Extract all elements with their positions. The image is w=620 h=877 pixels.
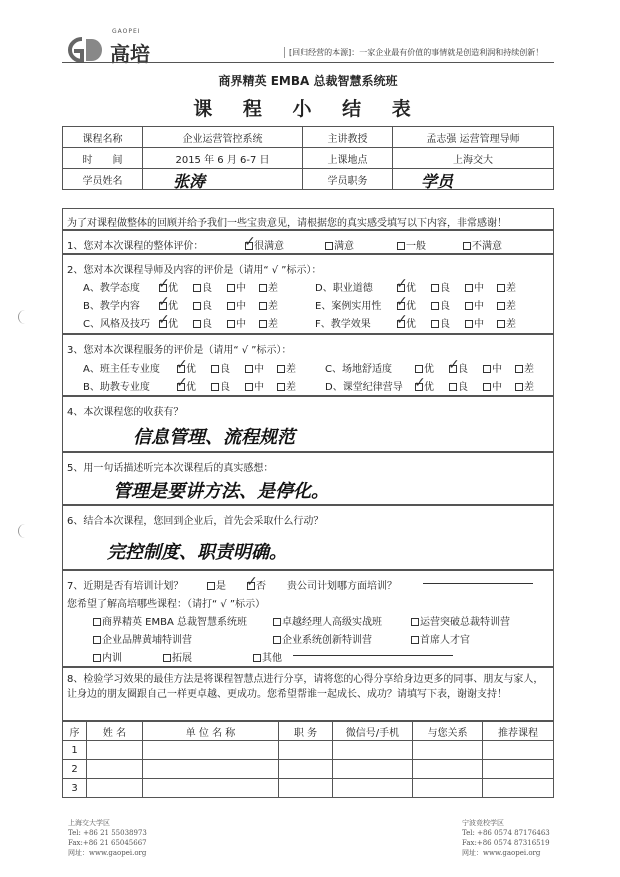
check-mark-icon: ✓ bbox=[448, 357, 460, 373]
place-label: 上课地点 bbox=[303, 148, 393, 169]
check-mark-icon: ✓ bbox=[158, 276, 170, 292]
footer-right: 宁波竞校学区 Tel: +86 0574 87176463 Fax:+86 0574 87316519 网址：www.gaopei.org bbox=[462, 819, 550, 857]
q2-e-poor[interactable]: 差 bbox=[497, 297, 516, 312]
checkbox[interactable] bbox=[463, 242, 471, 250]
q3-d-poor[interactable]: 差 bbox=[515, 378, 534, 393]
q3-c-poor[interactable]: 差 bbox=[515, 360, 534, 375]
check-mark-icon: ✓ bbox=[246, 574, 258, 590]
q2-f-fair[interactable]: 中 bbox=[465, 315, 484, 330]
intro-text: 为了对课程做整体的回顾并给予我们一些宝贵意见，请根据您的真实感受填写以下内容，非常感谢！ bbox=[62, 208, 554, 230]
q2-row-b-label: B、教学内容 bbox=[83, 301, 140, 312]
col-course: 推荐课程 bbox=[483, 722, 554, 741]
header-divider bbox=[62, 62, 554, 63]
q3-row-a-label: A、班主任专业度 bbox=[83, 364, 160, 375]
checkbox[interactable] bbox=[325, 242, 333, 250]
q2-f-poor[interactable]: 差 bbox=[497, 315, 516, 330]
q7-course-operation[interactable]: 运营突破总裁特训营 bbox=[411, 613, 510, 628]
col-title: 职 务 bbox=[279, 722, 333, 741]
question-2 bbox=[62, 254, 554, 334]
checkbox[interactable] bbox=[397, 242, 405, 250]
q5-answer-handwritten: 管理是要讲方法、是停化。 bbox=[113, 481, 329, 502]
question-7 bbox=[62, 570, 554, 667]
position-label: 学员职务 bbox=[303, 169, 393, 190]
question-6 bbox=[62, 505, 554, 570]
check-mark-icon: ✓ bbox=[396, 294, 408, 310]
q7-course-talent[interactable]: 首席人才官 bbox=[411, 631, 470, 646]
q2-a-good[interactable]: 良 bbox=[193, 279, 212, 294]
q3-c-excellent[interactable]: 优 bbox=[415, 360, 434, 375]
q7-course-manager[interactable]: 卓越经理人高级实战班 bbox=[273, 613, 382, 628]
q8-text: 8、检验学习效果的最佳方法是将课程智慧点进行分享，请将您的心得分享给身边更多的同事、朋友与家人，让身边的朋友圈跟自己一样更卓越、更成功。您希望帮谁一起成长、成功？请填写下表，谢谢支持！ bbox=[67, 674, 544, 700]
question-5 bbox=[62, 452, 554, 505]
col-index: 序 bbox=[63, 722, 87, 741]
lecturer-label: 主讲教授 bbox=[303, 127, 393, 148]
check-mark-icon: ✓ bbox=[176, 357, 188, 373]
q2-a-poor[interactable]: 差 bbox=[259, 279, 278, 294]
gaopei-logo-icon bbox=[62, 36, 104, 64]
footer-left: 上海交大学区 Tel: +86 21 55038973 Fax:+86 21 65045667 网址：www.gaopei.org bbox=[68, 819, 147, 857]
q6-answer-handwritten: 完控制度、职责明确。 bbox=[107, 542, 287, 563]
q7-yes[interactable]: 是 bbox=[207, 577, 226, 592]
q3-text: 3、您对本次课程服务的评价是（请用“ √ ”标示）： bbox=[67, 345, 292, 356]
q7-no[interactable]: ✓ 否 bbox=[246, 574, 266, 592]
q3-c-good[interactable]: ✓ 良 bbox=[448, 357, 468, 375]
punch-hole-mark bbox=[18, 524, 32, 538]
q7-plan-text: 贵公司计划哪方面培训？ bbox=[287, 581, 397, 592]
question-3 bbox=[62, 334, 554, 396]
referral-table bbox=[62, 721, 554, 798]
q3-a-fair[interactable]: 中 bbox=[245, 360, 264, 375]
q2-f-excellent[interactable]: ✓ 优 bbox=[396, 312, 416, 330]
q3-a-poor[interactable]: 差 bbox=[277, 360, 296, 375]
q7-want-text: 您希望了解高培哪些课程：（请打“ √ ”标示） bbox=[67, 599, 266, 610]
col-name: 姓 名 bbox=[87, 722, 143, 741]
q3-b-fair[interactable]: 中 bbox=[245, 378, 264, 393]
check-mark-icon: ✓ bbox=[396, 276, 408, 292]
q3-d-fair[interactable]: 中 bbox=[483, 378, 502, 393]
check-mark-icon: ✓ bbox=[244, 234, 256, 250]
program-title: 商界精英 EMBA 总裁智慧系统班 bbox=[218, 74, 398, 88]
q2-b-good[interactable]: 良 bbox=[193, 297, 212, 312]
q4-text: 4、本次课程您的收获有？ bbox=[67, 407, 184, 418]
q7-plan-input-line[interactable] bbox=[423, 575, 533, 587]
brand-en: GAOPEI bbox=[112, 28, 141, 35]
q3-row-b-label: B、助教专业度 bbox=[83, 382, 150, 393]
q3-row-d-label: D、课堂纪律营导 bbox=[325, 382, 403, 393]
q3-c-fair[interactable]: 中 bbox=[483, 360, 502, 375]
q3-row-c-label: C、场地舒适度 bbox=[325, 364, 392, 375]
q3-a-excellent[interactable]: ✓ 优 bbox=[176, 357, 196, 375]
question-8 bbox=[62, 667, 554, 721]
col-wechat: 微信号/手机 bbox=[333, 722, 413, 741]
q2-d-excellent[interactable]: ✓ 优 bbox=[396, 276, 416, 294]
q2-d-poor[interactable]: 差 bbox=[497, 279, 516, 294]
q2-row-c-label: C、风格及技巧 bbox=[83, 319, 150, 330]
q2-c-good[interactable]: 良 bbox=[193, 315, 212, 330]
q1-option-satisfied[interactable]: 满意 bbox=[325, 237, 354, 252]
q7-course-brand[interactable]: 企业品牌黄埔特训营 bbox=[93, 631, 192, 646]
q3-b-good[interactable]: 良 bbox=[211, 378, 230, 393]
check-mark-icon: ✓ bbox=[176, 375, 188, 391]
check-mark-icon: ✓ bbox=[414, 375, 426, 391]
q2-b-poor[interactable]: 差 bbox=[259, 297, 278, 312]
q2-e-excellent[interactable]: ✓ 优 bbox=[396, 294, 416, 312]
q4-answer-handwritten: 信息管理、流程规范 bbox=[133, 427, 295, 448]
table-header-row bbox=[63, 722, 554, 741]
q2-row-f-label: F、教学效果 bbox=[315, 319, 371, 330]
student-name-handwritten: 张涛 bbox=[173, 172, 206, 191]
q2-row-a-label: A、教学态度 bbox=[83, 283, 140, 294]
question-4 bbox=[62, 396, 554, 452]
course-label: 课程名称 bbox=[63, 127, 143, 148]
time-value: 2015 年 6 月 6-7 日 bbox=[143, 148, 303, 169]
q3-d-excellent[interactable]: ✓ 优 bbox=[414, 375, 434, 393]
course-info-table bbox=[62, 126, 554, 190]
q3-a-good[interactable]: 良 bbox=[211, 360, 230, 375]
q7-text: 7、近期是否有培训计划？ bbox=[67, 581, 184, 592]
q5-text: 5、用一句话描述听完本次课程后的真实感想： bbox=[67, 463, 274, 474]
place-value: 上海交大 bbox=[393, 148, 554, 169]
q1-option-average[interactable]: 一般 bbox=[397, 237, 426, 252]
check-mark-icon: ✓ bbox=[158, 312, 170, 328]
q3-d-good[interactable]: 良 bbox=[449, 378, 468, 393]
q2-c-poor[interactable]: 差 bbox=[259, 315, 278, 330]
q7-course-other[interactable]: 其他 bbox=[253, 649, 282, 664]
table-row: 3 bbox=[63, 779, 554, 798]
q2-a-excellent[interactable]: ✓ 优 bbox=[158, 276, 178, 294]
check-mark-icon: ✓ bbox=[396, 312, 408, 328]
q2-f-good[interactable]: 良 bbox=[431, 315, 450, 330]
q1-text: 1、您对本次课程的整体评价： bbox=[67, 241, 204, 252]
q2-row-e-label: E、案例实用性 bbox=[315, 301, 382, 312]
q1-option-unsatisfied[interactable]: 不满意 bbox=[463, 237, 502, 252]
q2-b-excellent[interactable]: ✓ 优 bbox=[158, 294, 178, 312]
q2-text: 2、您对本次课程导师及内容的评价是（请用“ √ ”标示）： bbox=[67, 265, 322, 276]
q1-option-very-satisfied[interactable]: ✓ 很满意 bbox=[244, 234, 284, 252]
page-title: 课 程 小 结 表 bbox=[193, 98, 423, 120]
q2-d-good[interactable]: 良 bbox=[431, 279, 450, 294]
checkbox-checked[interactable] bbox=[244, 234, 256, 250]
q2-e-fair[interactable]: 中 bbox=[465, 297, 484, 312]
q2-c-fair[interactable]: 中 bbox=[227, 315, 246, 330]
slogan: [回归经营的本源]：一家企业最有价值的事情就是创造利润和持续创新！ bbox=[284, 47, 552, 58]
q6-text: 6、结合本次课程，您回到企业后，首先会采取什么行动？ bbox=[67, 516, 324, 527]
q3-b-poor[interactable]: 差 bbox=[277, 378, 296, 393]
q7-course-outdoor[interactable]: 拓展 bbox=[163, 649, 192, 664]
q2-c-excellent[interactable]: ✓ 优 bbox=[158, 312, 178, 330]
brand-cn: 高培 bbox=[110, 42, 150, 66]
course-value: 企业运营管控系统 bbox=[143, 127, 303, 148]
q3-b-excellent[interactable]: ✓ 优 bbox=[176, 375, 196, 393]
time-label: 时 间 bbox=[63, 148, 143, 169]
col-relation: 与您关系 bbox=[413, 722, 483, 741]
q2-d-fair[interactable]: 中 bbox=[465, 279, 484, 294]
table-row: 2 bbox=[63, 760, 554, 779]
q7-course-emba[interactable]: 商界精英 EMBA 总裁智慧系统班 bbox=[93, 613, 247, 628]
q2-row-d-label: D、职业道德 bbox=[315, 283, 373, 294]
q2-a-fair[interactable]: 中 bbox=[227, 279, 246, 294]
lecturer-value: 孟志强 运营管理导师 bbox=[393, 127, 554, 148]
punch-hole-mark bbox=[18, 310, 32, 324]
q7-other-input-line[interactable] bbox=[293, 647, 453, 659]
col-company: 单 位 名 称 bbox=[143, 722, 279, 741]
q2-b-fair[interactable]: 中 bbox=[227, 297, 246, 312]
q2-e-good[interactable]: 良 bbox=[431, 297, 450, 312]
question-1 bbox=[62, 230, 554, 254]
q7-course-innovation[interactable]: 企业系统创新特训营 bbox=[273, 631, 372, 646]
position-handwritten: 学员 bbox=[421, 172, 454, 191]
table-row: 1 bbox=[63, 741, 554, 760]
q7-course-inhouse[interactable]: 内训 bbox=[93, 649, 122, 664]
check-mark-icon: ✓ bbox=[158, 294, 170, 310]
student-label: 学员姓名 bbox=[63, 169, 143, 190]
